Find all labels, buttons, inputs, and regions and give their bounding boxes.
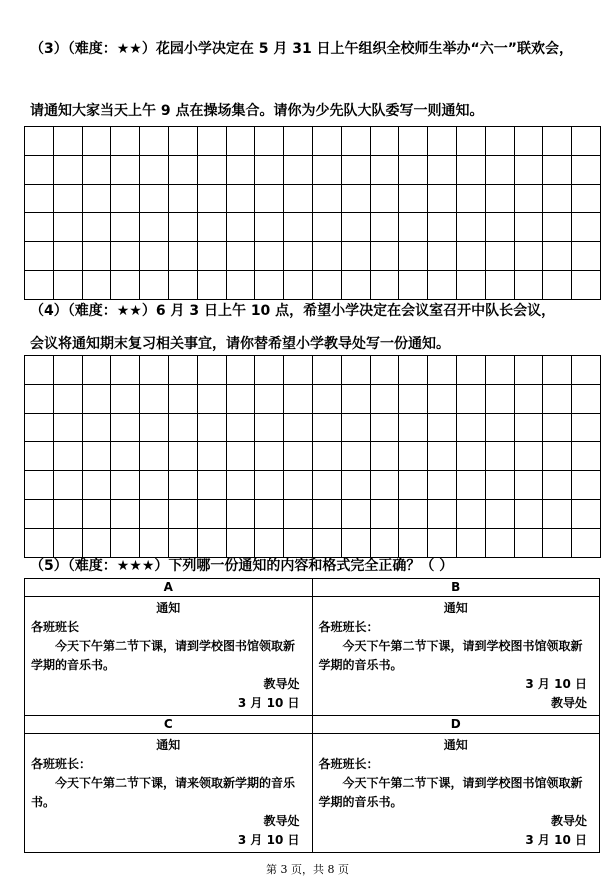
- option-d-salutation: 各班班长：: [318, 757, 379, 771]
- grid-cell[interactable]: [428, 155, 457, 184]
- option-b-sign2: 教导处: [550, 696, 587, 710]
- grid-cell[interactable]: [25, 442, 54, 471]
- grid-cell[interactable]: [226, 413, 255, 442]
- grid-cell[interactable]: [341, 155, 370, 184]
- option-a-notice[interactable]: [25, 597, 312, 715]
- grid-cell[interactable]: [226, 127, 255, 156]
- grid-cell[interactable]: [25, 242, 54, 271]
- grid-cell[interactable]: [428, 528, 457, 557]
- grid-cell[interactable]: [82, 528, 111, 557]
- grid-cell[interactable]: [543, 384, 572, 413]
- grid-cell[interactable]: [255, 127, 284, 156]
- grid-cell[interactable]: [370, 213, 399, 242]
- grid-cell[interactable]: [140, 155, 169, 184]
- grid-cell[interactable]: [572, 127, 601, 156]
- grid-cell[interactable]: [312, 242, 341, 271]
- grid-cell[interactable]: [284, 442, 313, 471]
- grid-cell[interactable]: [53, 155, 82, 184]
- grid-cell[interactable]: [370, 499, 399, 528]
- option-b-salutation: 各班班长：: [318, 620, 379, 634]
- grid-cell[interactable]: [456, 356, 485, 385]
- grid-cell[interactable]: [312, 528, 341, 557]
- option-c-title: 通知: [156, 738, 181, 752]
- grid-cell[interactable]: [53, 442, 82, 471]
- grid-cell[interactable]: [312, 213, 341, 242]
- grid-cell[interactable]: [284, 213, 313, 242]
- grid-cell[interactable]: [399, 442, 428, 471]
- grid-cell[interactable]: [341, 127, 370, 156]
- q4-prompt-line2: 会议将通知期末复习相关事宜，请你替希望小学教导处写一份通知。: [30, 336, 450, 352]
- grid-cell[interactable]: [456, 499, 485, 528]
- grid-cell[interactable]: [428, 499, 457, 528]
- grid-cell[interactable]: [428, 384, 457, 413]
- grid-cell[interactable]: [312, 442, 341, 471]
- grid-cell[interactable]: [456, 127, 485, 156]
- grid-cell[interactable]: [255, 384, 284, 413]
- grid-cell[interactable]: [226, 499, 255, 528]
- option-d-letter: D: [312, 716, 600, 734]
- grid-cell[interactable]: [284, 356, 313, 385]
- grid-cell[interactable]: [312, 384, 341, 413]
- grid-cell[interactable]: [428, 184, 457, 213]
- option-a-title: 通知: [156, 601, 181, 615]
- option-c-notice[interactable]: [25, 734, 312, 852]
- grid-cell[interactable]: [572, 270, 601, 299]
- q3-writing-grid[interactable]: [24, 126, 601, 300]
- grid-cell[interactable]: [197, 270, 226, 299]
- grid-cell[interactable]: [341, 184, 370, 213]
- grid-cell[interactable]: [111, 270, 140, 299]
- grid-cell[interactable]: [111, 242, 140, 271]
- grid-cell[interactable]: [53, 213, 82, 242]
- option-a-sign2: 3 月 10 日: [237, 696, 300, 710]
- grid-cell[interactable]: [514, 471, 543, 500]
- grid-cell[interactable]: [140, 270, 169, 299]
- q3-prompt-line2: 请通知大家当天上午 9 点在操场集合。请你为少先队大队委写一则通知。: [30, 103, 484, 119]
- grid-cell[interactable]: [514, 127, 543, 156]
- grid-cell[interactable]: [255, 442, 284, 471]
- grid-cell[interactable]: [25, 213, 54, 242]
- grid-cell[interactable]: [485, 242, 514, 271]
- grid-cell[interactable]: [485, 413, 514, 442]
- grid-cell[interactable]: [140, 242, 169, 271]
- grid-cell[interactable]: [543, 413, 572, 442]
- grid-cell[interactable]: [572, 499, 601, 528]
- grid-cell[interactable]: [370, 127, 399, 156]
- grid-cell[interactable]: [25, 184, 54, 213]
- option-c-body: 今天下午第二节下课，请来领取新学期的音乐书。: [31, 776, 296, 809]
- grid-cell[interactable]: [399, 184, 428, 213]
- grid-cell[interactable]: [341, 242, 370, 271]
- grid-cell[interactable]: [25, 528, 54, 557]
- grid-cell[interactable]: [111, 413, 140, 442]
- option-a-body: 今天下午第二节下课，请到学校图书馆领取新学期的音乐书。: [31, 639, 296, 672]
- grid-cell[interactable]: [485, 184, 514, 213]
- grid-cell[interactable]: [370, 413, 399, 442]
- grid-cell[interactable]: [168, 442, 197, 471]
- grid-cell[interactable]: [284, 384, 313, 413]
- grid-cell[interactable]: [82, 155, 111, 184]
- grid-cell[interactable]: [312, 499, 341, 528]
- grid-cell[interactable]: [543, 127, 572, 156]
- grid-cell[interactable]: [111, 384, 140, 413]
- grid-cell[interactable]: [25, 155, 54, 184]
- grid-cell[interactable]: [456, 384, 485, 413]
- grid-cell[interactable]: [82, 242, 111, 271]
- grid-cell[interactable]: [168, 270, 197, 299]
- grid-cell[interactable]: [456, 442, 485, 471]
- grid-cell[interactable]: [197, 413, 226, 442]
- grid-cell[interactable]: [111, 155, 140, 184]
- grid-cell[interactable]: [168, 384, 197, 413]
- grid-cell[interactable]: [25, 471, 54, 500]
- option-a-sign1: 教导处: [263, 677, 300, 691]
- grid-cell[interactable]: [514, 270, 543, 299]
- grid-cell[interactable]: [140, 384, 169, 413]
- grid-cell[interactable]: [82, 384, 111, 413]
- grid-cell[interactable]: [514, 528, 543, 557]
- grid-cell[interactable]: [543, 499, 572, 528]
- grid-cell[interactable]: [485, 213, 514, 242]
- grid-cell[interactable]: [514, 384, 543, 413]
- grid-cell[interactable]: [543, 471, 572, 500]
- grid-cell[interactable]: [284, 184, 313, 213]
- grid-cell[interactable]: [341, 499, 370, 528]
- grid-cell[interactable]: [255, 413, 284, 442]
- grid-cell[interactable]: [25, 356, 54, 385]
- grid-cell[interactable]: [485, 471, 514, 500]
- grid-cell[interactable]: [226, 242, 255, 271]
- grid-cell[interactable]: [456, 413, 485, 442]
- grid-cell[interactable]: [197, 155, 226, 184]
- grid-cell[interactable]: [197, 471, 226, 500]
- grid-cell[interactable]: [197, 356, 226, 385]
- grid-cell[interactable]: [312, 155, 341, 184]
- grid-cell[interactable]: [168, 528, 197, 557]
- grid-cell[interactable]: [197, 184, 226, 213]
- grid-cell[interactable]: [197, 213, 226, 242]
- grid-cell[interactable]: [82, 499, 111, 528]
- grid-cell[interactable]: [226, 155, 255, 184]
- grid-cell[interactable]: [53, 127, 82, 156]
- grid-cell[interactable]: [82, 184, 111, 213]
- grid-cell[interactable]: [456, 471, 485, 500]
- grid-cell[interactable]: [341, 471, 370, 500]
- grid-cell[interactable]: [312, 356, 341, 385]
- grid-cell[interactable]: [284, 471, 313, 500]
- grid-cell[interactable]: [25, 270, 54, 299]
- grid-cell[interactable]: [370, 270, 399, 299]
- grid-cell[interactable]: [572, 242, 601, 271]
- grid-cell[interactable]: [255, 471, 284, 500]
- q3-prompt-line1: （3）（难度：★★）花园小学决定在 5 月 31 日上午组织全校师生举办“六一”联欢会，: [30, 41, 573, 57]
- grid-cell[interactable]: [312, 184, 341, 213]
- option-b-body: 今天下午第二节下课，请到学校图书馆领取新学期的音乐书。: [318, 639, 583, 672]
- grid-cell[interactable]: [226, 528, 255, 557]
- grid-cell[interactable]: [514, 413, 543, 442]
- grid-cell[interactable]: [168, 413, 197, 442]
- grid-cell[interactable]: [226, 471, 255, 500]
- grid-cell[interactable]: [399, 499, 428, 528]
- grid-cell[interactable]: [399, 471, 428, 500]
- grid-cell[interactable]: [255, 356, 284, 385]
- option-c-letter: C: [25, 716, 313, 734]
- grid-cell[interactable]: [53, 528, 82, 557]
- grid-cell[interactable]: [572, 413, 601, 442]
- grid-cell[interactable]: [111, 127, 140, 156]
- grid-cell[interactable]: [543, 442, 572, 471]
- grid-cell[interactable]: [399, 242, 428, 271]
- grid-cell[interactable]: [485, 442, 514, 471]
- option-a-salutation: 各班班长: [31, 620, 80, 634]
- grid-cell[interactable]: [25, 384, 54, 413]
- grid-cell[interactable]: [168, 242, 197, 271]
- grid-cell[interactable]: [341, 413, 370, 442]
- grid-cell[interactable]: [428, 356, 457, 385]
- grid-cell[interactable]: [111, 471, 140, 500]
- grid-cell[interactable]: [370, 242, 399, 271]
- option-c-sign2: 3 月 10 日: [237, 833, 300, 847]
- grid-cell[interactable]: [485, 499, 514, 528]
- grid-cell[interactable]: [428, 413, 457, 442]
- grid-cell[interactable]: [255, 528, 284, 557]
- grid-cell[interactable]: [111, 213, 140, 242]
- grid-cell[interactable]: [456, 213, 485, 242]
- grid-cell[interactable]: [370, 155, 399, 184]
- grid-cell[interactable]: [543, 213, 572, 242]
- grid-cell[interactable]: [370, 442, 399, 471]
- option-c-sign1: 教导处: [263, 814, 300, 828]
- grid-cell[interactable]: [370, 471, 399, 500]
- grid-cell[interactable]: [543, 155, 572, 184]
- grid-cell[interactable]: [370, 356, 399, 385]
- grid-cell[interactable]: [428, 242, 457, 271]
- grid-cell[interactable]: [82, 270, 111, 299]
- grid-cell[interactable]: [53, 242, 82, 271]
- option-b-notice[interactable]: [313, 597, 600, 715]
- grid-cell[interactable]: [543, 270, 572, 299]
- q5-prompt-line1: （5）（难度：★★★）下列哪一份通知的内容和格式完全正确？（ ）: [30, 558, 454, 574]
- grid-cell[interactable]: [226, 270, 255, 299]
- grid-cell[interactable]: [284, 242, 313, 271]
- q4-writing-grid[interactable]: [24, 355, 601, 558]
- grid-cell[interactable]: [572, 184, 601, 213]
- option-d-sign1: 教导处: [550, 814, 587, 828]
- grid-cell[interactable]: [572, 356, 601, 385]
- grid-cell[interactable]: [140, 471, 169, 500]
- grid-cell[interactable]: [168, 356, 197, 385]
- grid-cell[interactable]: [312, 471, 341, 500]
- grid-cell[interactable]: [284, 528, 313, 557]
- grid-cell[interactable]: [456, 270, 485, 299]
- grid-cell[interactable]: [82, 471, 111, 500]
- grid-cell[interactable]: [284, 127, 313, 156]
- grid-cell[interactable]: [197, 127, 226, 156]
- grid-cell[interactable]: [514, 242, 543, 271]
- grid-cell[interactable]: [140, 213, 169, 242]
- grid-cell[interactable]: [25, 499, 54, 528]
- grid-cell[interactable]: [255, 184, 284, 213]
- grid-cell[interactable]: [456, 242, 485, 271]
- grid-cell[interactable]: [255, 213, 284, 242]
- grid-cell[interactable]: [140, 413, 169, 442]
- grid-cell[interactable]: [399, 356, 428, 385]
- grid-cell[interactable]: [485, 127, 514, 156]
- grid-cell[interactable]: [399, 528, 428, 557]
- grid-cell[interactable]: [168, 127, 197, 156]
- grid-cell[interactable]: [82, 127, 111, 156]
- grid-cell[interactable]: [572, 384, 601, 413]
- grid-cell[interactable]: [543, 184, 572, 213]
- grid-cell[interactable]: [197, 442, 226, 471]
- grid-cell[interactable]: [197, 242, 226, 271]
- grid-cell[interactable]: [456, 184, 485, 213]
- grid-cell[interactable]: [312, 270, 341, 299]
- grid-cell[interactable]: [53, 499, 82, 528]
- grid-cell[interactable]: [514, 213, 543, 242]
- grid-cell[interactable]: [82, 413, 111, 442]
- option-b-letter: B: [312, 579, 600, 597]
- grid-cell[interactable]: [284, 270, 313, 299]
- grid-cell[interactable]: [197, 499, 226, 528]
- grid-cell[interactable]: [255, 270, 284, 299]
- grid-cell[interactable]: [456, 528, 485, 557]
- grid-cell[interactable]: [53, 356, 82, 385]
- grid-cell[interactable]: [514, 499, 543, 528]
- grid-cell[interactable]: [572, 471, 601, 500]
- option-d-notice[interactable]: [313, 734, 600, 852]
- grid-cell[interactable]: [255, 242, 284, 271]
- grid-cell[interactable]: [111, 499, 140, 528]
- grid-cell[interactable]: [140, 356, 169, 385]
- grid-cell[interactable]: [255, 155, 284, 184]
- grid-cell[interactable]: [226, 356, 255, 385]
- grid-cell[interactable]: [197, 384, 226, 413]
- grid-cell[interactable]: [485, 356, 514, 385]
- grid-cell[interactable]: [341, 213, 370, 242]
- grid-cell[interactable]: [25, 127, 54, 156]
- grid-cell[interactable]: [312, 127, 341, 156]
- grid-cell[interactable]: [226, 184, 255, 213]
- grid-cell[interactable]: [399, 213, 428, 242]
- grid-cell[interactable]: [140, 442, 169, 471]
- grid-cell[interactable]: [543, 356, 572, 385]
- grid-cell[interactable]: [226, 384, 255, 413]
- grid-cell[interactable]: [428, 213, 457, 242]
- grid-cell[interactable]: [53, 471, 82, 500]
- grid-cell[interactable]: [82, 442, 111, 471]
- option-c-salutation: 各班班长：: [31, 757, 92, 771]
- grid-cell[interactable]: [399, 155, 428, 184]
- grid-cell[interactable]: [284, 155, 313, 184]
- grid-cell[interactable]: [140, 127, 169, 156]
- grid-cell[interactable]: [543, 528, 572, 557]
- grid-cell[interactable]: [370, 184, 399, 213]
- grid-cell[interactable]: [140, 528, 169, 557]
- grid-cell[interactable]: [53, 184, 82, 213]
- grid-cell[interactable]: [370, 384, 399, 413]
- grid-cell[interactable]: [543, 242, 572, 271]
- grid-cell[interactable]: [168, 499, 197, 528]
- grid-cell[interactable]: [197, 528, 226, 557]
- grid-cell[interactable]: [140, 184, 169, 213]
- grid-cell[interactable]: [399, 270, 428, 299]
- grid-cell[interactable]: [341, 270, 370, 299]
- q4-prompt-line1: （4）（难度：★★）6 月 3 日上午 10 点，希望小学决定在会议室召开中队长会议，: [30, 303, 556, 319]
- grid-cell[interactable]: [341, 442, 370, 471]
- grid-cell[interactable]: [111, 528, 140, 557]
- grid-cell[interactable]: [399, 413, 428, 442]
- q5-options-table: [24, 578, 600, 853]
- page-footer: 第 3 页，共 8 页: [266, 863, 349, 876]
- grid-cell[interactable]: [485, 270, 514, 299]
- grid-cell[interactable]: [514, 155, 543, 184]
- grid-cell[interactable]: [428, 442, 457, 471]
- grid-cell[interactable]: [456, 155, 485, 184]
- grid-cell[interactable]: [111, 184, 140, 213]
- grid-cell[interactable]: [226, 213, 255, 242]
- grid-cell[interactable]: [226, 442, 255, 471]
- grid-cell[interactable]: [53, 384, 82, 413]
- grid-cell[interactable]: [168, 471, 197, 500]
- grid-cell[interactable]: [341, 384, 370, 413]
- grid-cell[interactable]: [312, 413, 341, 442]
- option-d-body: 今天下午第二节下课，请到学校图书馆领取新学期的音乐书。: [318, 776, 583, 809]
- grid-cell[interactable]: [572, 442, 601, 471]
- grid-cell[interactable]: [53, 270, 82, 299]
- grid-cell[interactable]: [168, 213, 197, 242]
- grid-cell[interactable]: [572, 155, 601, 184]
- grid-cell[interactable]: [485, 384, 514, 413]
- option-d-title: 通知: [443, 738, 468, 752]
- option-b-sign1: 3 月 10 日: [525, 677, 587, 691]
- grid-cell[interactable]: [168, 184, 197, 213]
- grid-cell[interactable]: [82, 213, 111, 242]
- grid-cell[interactable]: [53, 413, 82, 442]
- grid-cell[interactable]: [111, 442, 140, 471]
- option-b-title: 通知: [443, 601, 468, 615]
- grid-cell[interactable]: [514, 442, 543, 471]
- grid-cell[interactable]: [428, 270, 457, 299]
- grid-cell[interactable]: [428, 471, 457, 500]
- grid-cell[interactable]: [572, 528, 601, 557]
- grid-cell[interactable]: [255, 499, 284, 528]
- grid-cell[interactable]: [370, 528, 399, 557]
- grid-cell[interactable]: [399, 127, 428, 156]
- grid-cell[interactable]: [572, 213, 601, 242]
- grid-cell[interactable]: [399, 384, 428, 413]
- grid-cell[interactable]: [82, 356, 111, 385]
- grid-cell[interactable]: [341, 356, 370, 385]
- grid-cell[interactable]: [111, 356, 140, 385]
- grid-cell[interactable]: [514, 356, 543, 385]
- grid-cell[interactable]: [514, 184, 543, 213]
- grid-cell[interactable]: [485, 155, 514, 184]
- grid-cell[interactable]: [25, 413, 54, 442]
- grid-cell[interactable]: [284, 413, 313, 442]
- grid-cell[interactable]: [428, 127, 457, 156]
- option-d-sign2: 3 月 10 日: [525, 833, 587, 847]
- grid-cell[interactable]: [168, 155, 197, 184]
- grid-cell[interactable]: [485, 528, 514, 557]
- grid-cell[interactable]: [341, 528, 370, 557]
- grid-cell[interactable]: [140, 499, 169, 528]
- grid-cell[interactable]: [284, 499, 313, 528]
- option-a-letter: A: [25, 579, 313, 597]
